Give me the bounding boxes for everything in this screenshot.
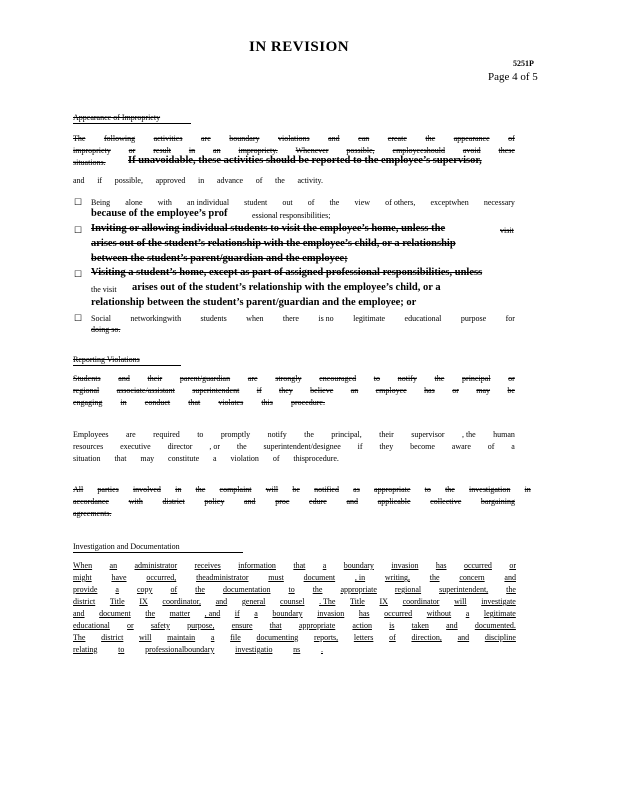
word: has [435,561,447,570]
word: the [312,585,323,594]
text-line [252,211,330,220]
word: a [322,561,327,570]
word: may [476,386,491,395]
word: invasion [317,609,345,618]
word: if [234,609,240,618]
text-segment: If unavoidable, these activities should be reported to the employee’s supervisor, [128,155,482,166]
word: boundary [229,134,260,143]
word: legitimate [483,609,516,618]
word: of [307,198,315,207]
heading-underline [73,552,243,553]
word: coordinator [402,597,440,606]
word: situation [73,454,101,463]
word: reports, [313,633,339,642]
word: a [115,585,119,594]
word: IX [379,597,388,606]
word: procedure. [291,398,325,407]
word: in [120,398,127,407]
checkbox-bullet: ☐ [74,269,83,279]
word: and [73,176,85,185]
word: in [198,176,205,185]
word: invasion [391,561,419,570]
word: if [256,386,262,395]
text-line [73,572,516,584]
word: The [73,134,86,143]
word: avoid [462,146,481,155]
word: engaging [73,398,103,407]
word: ensure [231,621,253,630]
word: bargaining [480,497,515,506]
word: occurred [463,561,492,570]
word: impropriety [73,146,111,155]
word: notify [267,430,287,439]
section-heading-reporting: Reporting Violations [73,355,140,364]
word: safety [150,621,170,630]
word: an [213,146,221,155]
word: professionalboundary [145,645,215,654]
word: constitute [168,454,200,463]
word: administrator [134,561,178,570]
word: view [354,198,371,207]
word: or [508,374,515,383]
word: and [346,497,359,506]
word: ns [293,645,301,654]
word: approved [155,176,186,185]
word: coordinator, [162,597,201,606]
appearance-intro-end [73,175,323,187]
text-line-bold: relationship between the student’s parent/guardian and the employee; or [91,297,417,308]
word: of others, [385,198,416,207]
word: employee [375,386,407,395]
text-line-bold [128,155,482,166]
word: the [195,485,206,494]
word: notified [314,485,339,494]
word: , or [209,442,220,451]
word: copy [136,585,153,594]
word: agreements. [73,509,112,518]
text-line-bold: arises out of the student’s relationship with the employee’s child, or a relationship [91,238,456,249]
word: appropriate [340,585,377,594]
text-line [91,313,515,325]
word: applicable [377,497,411,506]
checkbox-bullet: ☐ [74,197,83,207]
word: appropriate [374,485,411,494]
word: regional [73,386,100,395]
word: theadministrator [196,573,249,582]
word: . [320,645,323,654]
word: superintendent/designee [263,442,341,451]
word: be [507,386,515,395]
text-segment: because of the employee’s prof [91,208,228,219]
word: action [352,621,372,630]
word: alone [125,198,143,207]
reporting-paragraph-1 [73,373,515,409]
word: Title [350,597,365,606]
word: or [127,621,134,630]
text-line [73,584,516,596]
word: impropriety. [238,146,278,155]
word: an individual [187,198,230,207]
word: the [304,430,314,439]
word: letters [353,633,374,642]
word: might [73,573,92,582]
word: the [434,374,445,383]
word: may [140,454,155,463]
word: , in [354,573,366,582]
word: policy [204,497,225,506]
text-line [73,608,516,620]
reporting-paragraph-3 [73,484,531,520]
word: will [454,597,467,606]
word: are [200,134,211,143]
word: the [445,485,455,494]
word: and [118,374,130,383]
word: appropriate [298,621,336,630]
word: strongly [275,374,302,383]
word: activity. [297,176,323,185]
word: possible, [346,146,375,155]
word: district [162,497,185,506]
text-line [73,484,531,496]
word: are [247,374,258,383]
word: documenting [256,633,299,642]
word: promptly [220,430,251,439]
word: an [350,386,359,395]
word: and [73,609,85,618]
word: document [99,609,131,618]
word: an [109,561,118,570]
word: violation [230,454,259,463]
word: believe [310,386,334,395]
word: the [425,134,436,143]
word: have [111,573,127,582]
word: has [358,609,370,618]
word: concern [459,573,485,582]
text-line [73,429,515,441]
word: advance [216,176,244,185]
word: thisprocedure. [293,454,339,463]
word: out [282,198,293,207]
word: students [200,314,227,323]
word: that [114,454,127,463]
word: they [379,442,394,451]
text-segment: visit [500,226,514,235]
word: is no [318,314,334,323]
word: supervisor [411,430,445,439]
word: executive [120,442,151,451]
word: must [268,573,284,582]
word: purpose [460,314,487,323]
word: The [73,633,86,642]
word: resources [73,442,104,451]
word: are [125,430,136,439]
word: the [429,573,440,582]
text-line [73,560,516,572]
word: to [373,374,381,383]
heading-underline [73,365,181,366]
word: their [379,430,394,439]
word: documented. [474,621,516,630]
word: their [147,374,163,383]
word: Employees [73,430,109,439]
word: of [170,585,178,594]
word: principal, [331,430,362,439]
word: occurred [384,609,413,618]
text-line-bold: Inviting or allowing individual students to visit the employee’s home, unless the [91,223,446,234]
text-segment: the visit [91,285,117,294]
word: conduct [144,398,171,407]
word: they [279,386,293,395]
word: matter [169,609,191,618]
word: and [215,597,228,606]
section-heading-appearance: Appearance of Impropriety [73,113,161,122]
word: become [410,442,435,451]
word: and [328,134,340,143]
word: and [504,573,516,582]
word: regional [394,585,422,594]
word: superintendent, [439,585,489,594]
word: for [505,314,515,323]
text-line [73,644,323,656]
text-line [73,632,516,644]
word: appearance [453,134,490,143]
word: a [210,633,215,642]
text-line [73,508,133,520]
word: be [292,485,300,494]
heading-underline [73,123,191,124]
word: legitimate [353,314,386,323]
word: the [195,585,205,594]
word: purpose, [187,621,215,630]
word: the [145,609,156,618]
word: receives [194,561,221,570]
word: violates [218,398,244,407]
word: will [265,485,279,494]
text-line [73,596,516,608]
text-line-bold: Visiting a student’s home, except as part of assigned professional responsibilities, unless [91,267,483,278]
word: complaint [219,485,252,494]
word: as [353,485,360,494]
appearance-intro [73,133,515,157]
word: investigatio [235,645,273,654]
word: can [358,134,370,143]
word: All [73,485,84,494]
word: that [188,398,201,407]
word: in [524,485,531,494]
word: collective [430,497,462,506]
checkbox-bullet: ☐ [74,225,83,235]
word: discipline [484,633,516,642]
text-line [73,620,516,632]
word: When [73,561,93,570]
word: if [357,442,363,451]
word: edure [309,497,327,506]
word: director [167,442,193,451]
word: the [275,176,285,185]
word: accordance [73,497,109,506]
word: a [465,609,470,618]
word: these [498,146,515,155]
word: superintendent [192,386,240,395]
section-heading-investigation: Investigation and Documentation [73,542,180,551]
word: general [241,597,266,606]
word: of [508,134,515,143]
checkbox-bullet: ☐ [74,313,83,323]
word: possible, [114,176,143,185]
word: to [288,585,295,594]
text-line [73,133,515,145]
text-segment: situations. [73,158,106,167]
word: investigate [481,597,516,606]
text-line [73,397,325,409]
word: in [175,485,182,494]
word: without [426,609,452,618]
word: networkingwith [130,314,182,323]
word: with [157,198,172,207]
word: provide [73,585,98,594]
word: Whenever [295,146,329,155]
word: a [213,454,217,463]
text-line [73,158,106,167]
word: of [255,176,263,185]
word: in [188,146,196,155]
word: the [236,442,247,451]
word: encouraged [319,374,357,383]
word: investigation [469,485,511,494]
word: , the [461,430,476,439]
word: aware [451,442,471,451]
text-line: doing so. [91,325,121,334]
word: district [73,597,96,606]
word: educational [73,621,110,630]
word: IX [139,597,148,606]
text-segment: essional responsibilities; [252,211,331,220]
word: exceptwhen [430,198,469,207]
word: principal [462,374,491,383]
word: Title [109,597,125,606]
word: district [101,633,124,642]
word: parties [97,485,119,494]
word: counsel [280,597,305,606]
page-title: IN REVISION [249,39,350,55]
word: involved [132,485,161,494]
word: taken [411,621,429,630]
word: maintain [167,633,196,642]
word: Being [91,198,111,207]
word: and [457,633,470,642]
word: that [293,561,306,570]
word: has [424,386,435,395]
word: to [118,645,125,654]
word: the [329,198,340,207]
word: direction, [411,633,442,642]
word: is [389,621,395,630]
word: educational [404,314,442,323]
page-number: Page 4 of 5 [488,71,538,83]
word: of [272,454,280,463]
word: following [103,134,136,143]
word: writing, [384,573,411,582]
word: or [128,146,136,155]
word: create [387,134,407,143]
word: will [139,633,152,642]
word: to [424,485,431,494]
word: file [230,633,241,642]
word: and [243,497,256,506]
word: result [153,146,172,155]
word: boundary [343,561,374,570]
word: violations [278,134,310,143]
text-line-bold [91,208,227,219]
word: associate/assistant [116,386,175,395]
text-line [73,453,339,465]
word: document [303,573,336,582]
word: required [153,430,180,439]
word: occurred, [146,573,177,582]
text-line [73,373,515,385]
word: with [128,497,143,506]
text-line [73,385,515,397]
word: if [97,176,103,185]
reporting-paragraph-2 [73,429,515,465]
word: the [506,585,516,594]
text-line [73,175,323,187]
word: activities [153,134,183,143]
word: this [261,398,273,407]
word: Students [73,374,101,383]
word: information [238,561,276,570]
word: a [511,442,515,451]
word: notify [397,374,417,383]
policy-number: 5251P [513,59,534,68]
word: of [389,633,396,642]
word: to [197,430,204,439]
word: boundary [272,609,303,618]
bullet-item-4 [91,313,515,325]
word: student [244,198,268,207]
word: when [246,314,264,323]
word: , and [204,609,221,618]
word: documentation [222,585,271,594]
word: employeeshould [392,146,445,155]
word: proc [275,497,290,506]
word: or [452,386,459,395]
word: . The [319,597,336,606]
text-line [73,496,515,508]
word: parent/guardian [179,374,231,383]
word: a [254,609,258,618]
word: that [269,621,282,630]
word: of [487,442,495,451]
word: relating [73,645,98,654]
word: human [493,430,515,439]
word: and [446,621,458,630]
word: there [282,314,299,323]
investigation-paragraph [73,560,516,656]
word: or [509,561,516,570]
text-line-bold: between the student’s parent/guardian and the employee; [91,253,348,264]
word: Social [91,314,111,323]
text-line [73,441,515,453]
word: necessary [483,198,515,207]
text-line-bold: arises out of the student’s relationship with the employee’s child, or a [132,282,441,293]
